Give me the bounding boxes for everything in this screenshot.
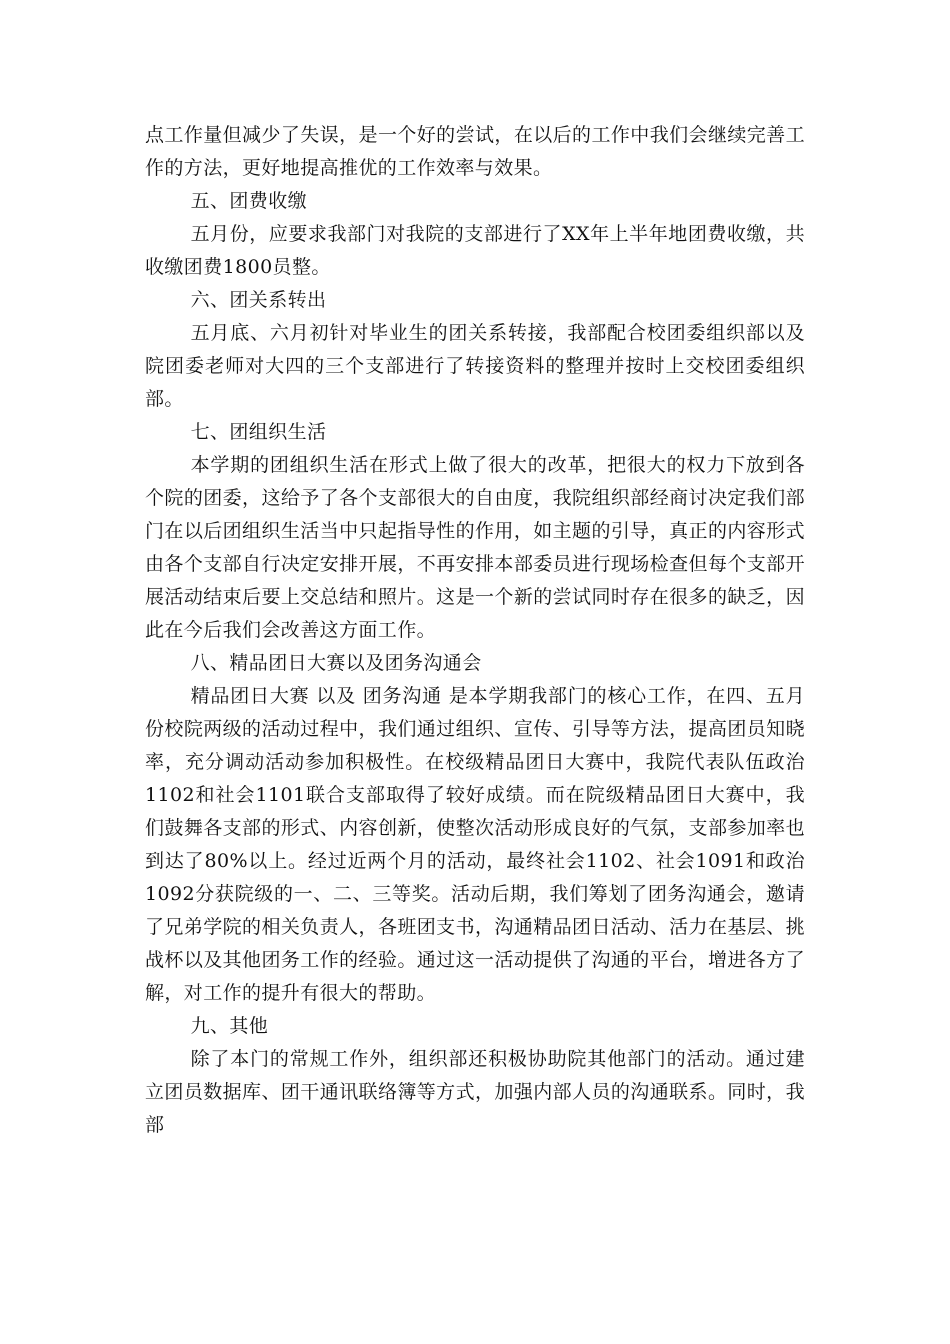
- section-heading-qita: 九、其他: [190, 1015, 269, 1037]
- section-heading-tuanfei: 五、团费收缴: [190, 190, 307, 212]
- section-heading-zuzhishenghuo: 七、团组织生活: [190, 421, 327, 443]
- paragraph-tuanfei: 五月份，应要求我部门对我院的支部进行了XX年上半年地团费收缴，共收缴团费1800员整。: [145, 223, 805, 278]
- paragraph-qita: 除了本门的常规工作外，组织部还积极协助院其他部门的活动。通过建立团员数据库、团干通讯联络簿等方式，加强内部人员的沟通联系。同时，我部: [145, 1048, 805, 1136]
- section-heading-tuanguanxi: 六、团关系转出: [190, 289, 327, 311]
- document-body: [145, 119, 805, 1142]
- paragraph-jingpintuanri: 精品团日大赛 以及 团务沟通 是本学期我部门的核心工作，在四、五月份校院两级的活动过程中，我们通过组织、宣传、引导等方法，提高团员知晓率，充分调动活动参加积极性。在校级精品团日大赛中，我院代表队伍政治1102和社会1101联合支部取得了较好成绩。而在院级精品团日大赛中，我们鼓舞各支部的形式、内容创新，使整次活动形成良好的气氛，支部参加率也到达了80%以上。经过近两个月的活动，最终社会1102、社会1091和政治1092分获院级的一、二、三等奖。活动后期，我们筹划了团务沟通会，邀请了兄弟学院的相关负责人，各班团支书，沟通精品团日活动、活力在基层、挑战杯以及其他团务工作的经验。通过这一活动提供了沟通的平台，增进各方了解，对工作的提升有很大的帮助。: [145, 685, 805, 1004]
- paragraph-continuation: 点工作量但减少了失误，是一个好的尝试，在以后的工作中我们会继续完善工作的方法，更好地提高推优的工作效率与效果。: [145, 124, 805, 179]
- paragraph-zuzhishenghuo: 本学期的团组织生活在形式上做了很大的改革，把很大的权力下放到各个院的团委，这给予了各个支部很大的自由度，我院组织部经商讨决定我们部门在以后团组织生活当中只起指导性的作用，如主题的引导，真正的内容形式由各个支部自行决定安排开展，不再安排本部委员进行现场检查但每个支部开展活动结束后要上交总结和照片。这是一个新的尝试同时存在很多的缺乏，因此在今后我们会改善这方面工作。: [145, 454, 805, 641]
- paragraph-tuanguanxi: 五月底、六月初针对毕业生的团关系转接，我部配合校团委组织部以及院团委老师对大四的三个支部进行了转接资料的整理并按时上交校团委组织部。: [145, 322, 805, 410]
- section-heading-jingpintuanri: 八、精品团日大赛以及团务沟通会: [190, 652, 482, 674]
